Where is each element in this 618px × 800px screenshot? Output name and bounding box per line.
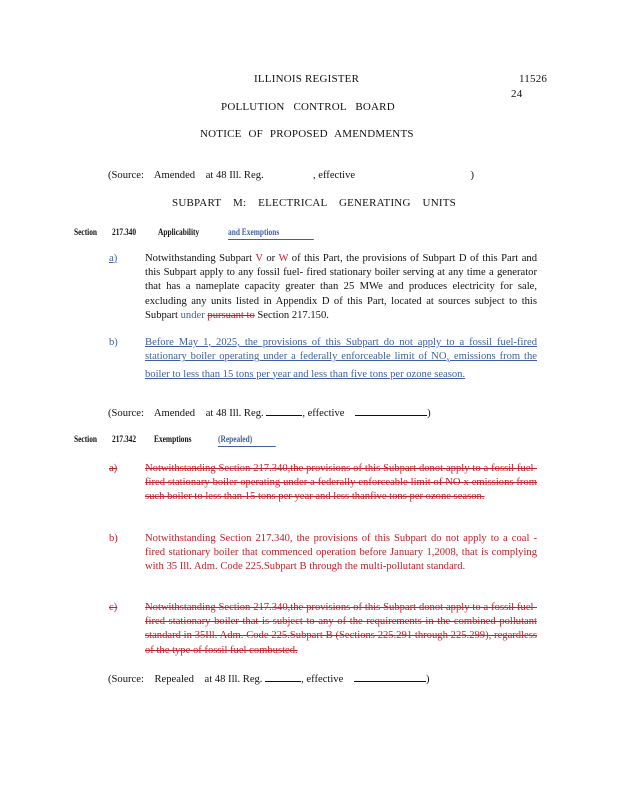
subsection-342-a-label: a) — [109, 463, 118, 474]
subsection-342-c-text: Notwithstanding Section 217.340,the provisions of this Subpart donot apply to a fossil fuel-fired stationary boiler that is subject to any of the requirements in the combined pollutant standard in 35Ill. Adm. Code 225.Subpart B (Sections 225.291 through 225.299), regardless of the type of fossil fuel combusted. — [145, 602, 537, 656]
section-title: Applicability — [158, 228, 200, 238]
subsection-342-a-text: Notwithstanding Section 217.340,the provisions of this Subpart donot apply to a fossil fuel-fired stationary boiler operating under a federally enforceable limit of NO x emissions from such boiler to less than 15 tons per year and less thanfive tons per ozone season. — [145, 463, 537, 503]
subsection-a-label: a) — [109, 253, 118, 264]
issue-number: 24 — [511, 88, 523, 100]
notice-title: NOTICE OF PROPOSED AMENDMENTS — [200, 128, 414, 140]
subsection-b-text: Before May 1, 2025, the provisions of this Subpart do not apply to a fossil fuel-fired stationary boiler operating under a federally enforceable limit of $NO_x$ emissions from the boiler to less than 15 tons per year and less than five tons per ozone season. — [145, 337, 537, 380]
subsection-a-text: Notwithstanding Subpart V or W of this Part, the provisions of Subpart D of this Part and this Subpart apply to any fossil fuel- fired stationary boiler serving at any time a generator that has a nameplate capacity greater than 25 MWe and produces electricity for sale, excluding any units listed in Appendix D of this Part, located at sources subject to this Subpart under pursuant to Section 217.150. — [145, 253, 538, 321]
subsection-342-b-label: b) — [109, 533, 118, 544]
subsection-b-label: b) — [109, 337, 118, 348]
subpart-title: SUBPART M: ELECTRICAL GENERATING UNITS — [172, 197, 456, 209]
source-note-mid: (Source: Amended at 48 Ill. Reg. , effective ) — [108, 405, 431, 419]
source-note-bottom: (Source: Repealed at 48 Ill. Reg. , effective ) — [108, 671, 429, 685]
page-number: 11526 — [519, 73, 548, 85]
section-title-342: Exemptions — [154, 435, 192, 445]
section-title-342-added: (Repealed) — [218, 435, 276, 447]
section-label-342: Section — [74, 435, 98, 445]
subsection-342-c-label: c) — [109, 602, 118, 613]
section-label: Section — [74, 228, 98, 238]
section-number: 217.340 — [112, 228, 137, 238]
section-title-added: and Exemptions — [228, 228, 314, 240]
register-title: ILLINOIS REGISTER — [254, 73, 360, 85]
subsection-342-b-text: Notwithstanding Section 217.340, the provisions of this Subpart do not apply to a coal -fired stationary boiler that commenced operation before January 1,2008, that is complying with 35 Ill. Adm. Code 225.Subpart B through the multi-pollutant standard. — [145, 533, 537, 573]
section-number-342: 217.342 — [112, 435, 137, 445]
source-note-top: (Source: Amended at 48 Ill. Reg. , effective ) — [108, 170, 474, 181]
board-name: POLLUTION CONTROL BOARD — [221, 101, 395, 113]
